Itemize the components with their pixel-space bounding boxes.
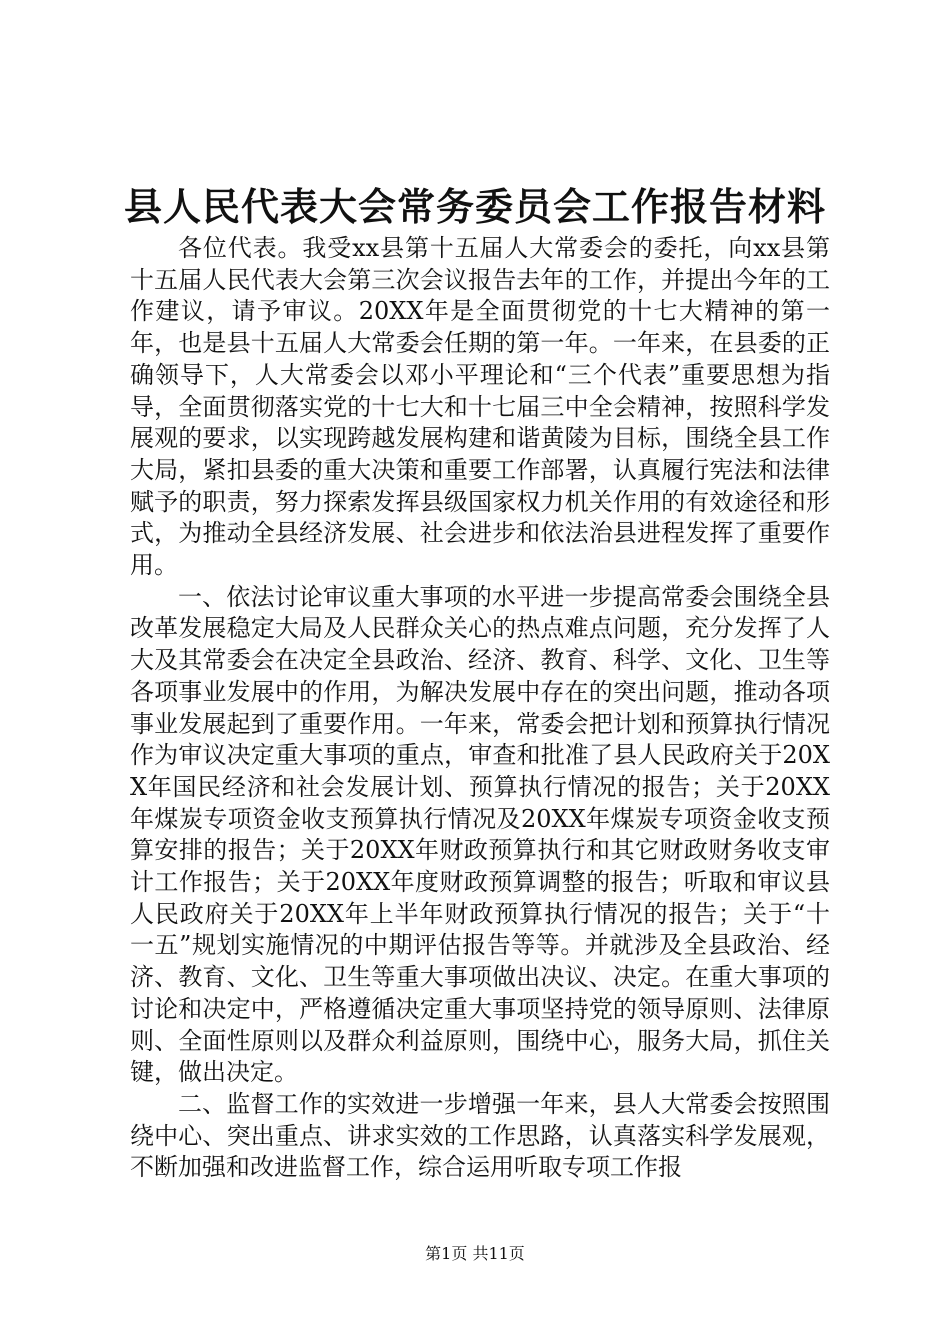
document-title: 县人民代表大会常务委员会工作报告材料 (123, 184, 826, 229)
paragraph-section-2: 二、监督工作的实效进一步增强一年来，县人大常委会按照围绕中心、突出重点、讲求实效的工作思路，认真落实科学发展观，不断加强和改进监督工作，综合运用听取专项工作报 (130, 1089, 830, 1182)
document-body (130, 233, 830, 1184)
page-footer: 第1页 共11页 (425, 1244, 525, 1263)
paragraph-section-1: 一、依法讨论审议重大事项的水平进一步提高常委会围绕全县改革发展稳定大局及人民群众关心的热点难点问题，充分发挥了人大及其常委会在决定全县政治、经济、教育、科学、文化、卫生等各项事业发展中的作用，为解决发展中存在的突出问题，推动各项事业发展起到了重要作用。一年来，常委会把计划和预算执行情况作为审议决定重大事项的重点，审查和批准了县人民政府关于20XX年国民经济和社会发展计划、预算执行情况的报告；关于20XX年煤炭专项资金收支预算执行情况及20XX年煤炭专项资金收支预算安排的报告；关于20XX年财政预算执行和其它财政财务收支审计工作报告；关于20XX年度财政预算调整的报告；听取和审议县人民政府关于20XX年上半年财政预算执行情况的报告；关于“十一五”规划实施情况的中期评估报告等等。并就涉及全县政治、经济、教育、文化、卫生等重大事项做出决议、决定。在重大事项的讨论和决定中，严格遵循决定重大事项坚持党的领导原则、法律原则、全面性原则以及群众利益原则，围绕中心，服务大局，抓住关键，做出决定。 (130, 582, 830, 1087)
paragraph-intro: 各位代表。我受xx县第十五届人大常委会的委托，向xx县第十五届人民代表大会第三次会议报告去年的工作，并提出今年的工作建议，请予审议。20XX年是全面贯彻党的十七大精神的第一年，也是县十五届人大常委会任期的第一年。一年来，在县委的正确领导下，人大常委会以邓小平理论和“三个代表”重要思想为指导，全面贯彻落实党的十七大和十七届三中全会精神，按照科学发展观的要求，以实现跨越发展构建和谐黄陵为目标，围绕全县工作大局，紧扣县委的重大决策和重要工作部署，认真履行宪法和法律赋予的职责，努力探索发挥县级国家权力机关作用的有效途径和形式，为推动全县经济发展、社会进步和依法治县进程发挥了重要作用。 (130, 234, 830, 580)
